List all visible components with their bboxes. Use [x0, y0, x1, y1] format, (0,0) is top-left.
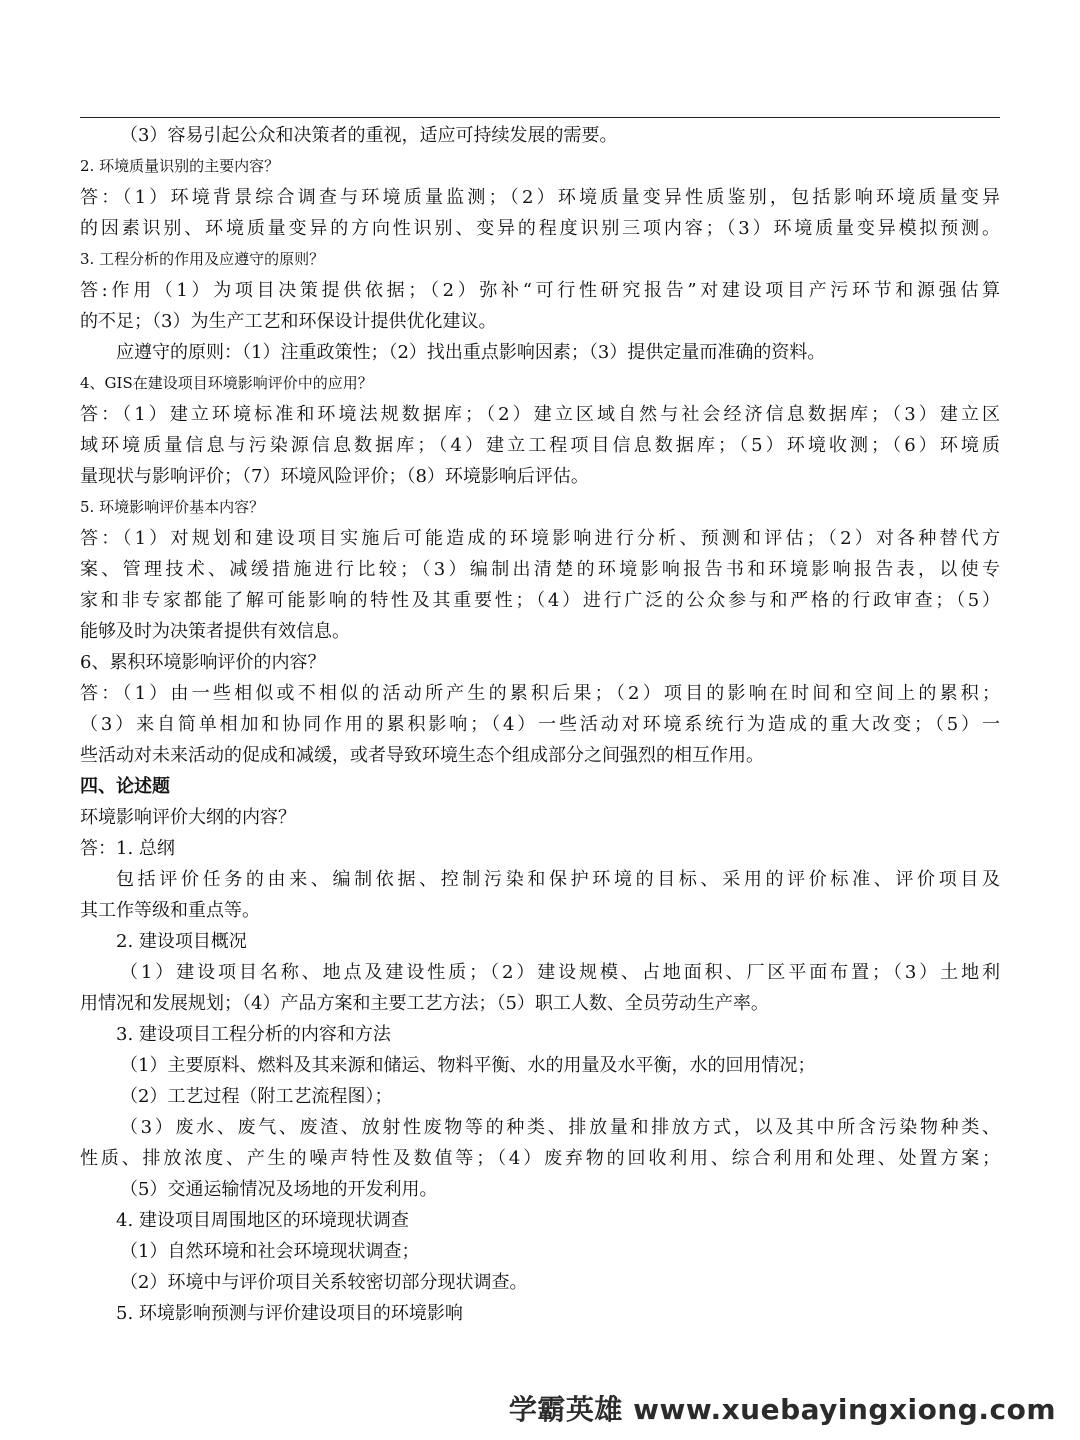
answer-line: （2）环境中与评价项目关系较密切部分现状调查。	[120, 1272, 528, 1293]
answer-line: 的因素识别、环境质量变异的方向性识别、变异的程度识别三项内容；（3）环境质量变异模拟预测。	[80, 218, 1000, 239]
answer-line: 答：（1）环境背景综合调查与环境质量监测；（2）环境质量变异性质鉴别，包括影响环境质量变异	[80, 187, 1000, 208]
question-heading: 4、GIS在建设项目环境影响评价中的应用？	[80, 374, 373, 392]
answer-line: 案、管理技术、减缓措施进行比较；（3）编制出清楚的环境影响报告书和环境影响报告表，以使专	[80, 559, 1000, 580]
answer-line: 的不足；（3）为生产工艺和环保设计提供优化建议。	[80, 311, 497, 332]
answer-line: 答：（1）建立环境标准和环境法规数据库；（2）建立区域自然与社会经济信息数据库；（3）建立区	[80, 404, 1000, 425]
answer-line: 其工作等级和重点等。	[80, 900, 260, 921]
answer-line: （2）工艺过程（附工艺流程图）；	[120, 1086, 393, 1107]
answer-line: 答:作用（1）为项目决策提供依据；（2）弥补“可行性研究报告”对建设项目产污环节和源强估算	[80, 280, 1000, 301]
answer-line: 量现状与影响评价；（7）环境风险评价；（8）环境影响后评估。	[80, 466, 589, 487]
answer-line: 些活动对未来活动的促成和减缓，或者导致环境生态个组成部分之间强烈的相互作用。	[80, 745, 764, 766]
answer-line: 性质、排放浓度、产生的噪声特性及数值等；（4）废弃物的回收利用、综合利用和处理、处置方案；	[80, 1148, 1000, 1169]
answer-line: （1）自然环境和社会环境现状调查；	[120, 1241, 420, 1262]
answer-line: （5）交通运输情况及场地的开发利用。	[120, 1179, 438, 1200]
answer-line: 域环境质量信息与污染源信息数据库；（4）建立工程项目信息数据库；（5）环境收测；（6）环境质	[80, 435, 1000, 456]
subsection-heading: 4. 建设项目周围地区的环境现状调查	[116, 1210, 409, 1231]
answer-line: 应遵守的原则：（1）注重政策性；（2）找出重点影响因素；（3）提供定量而准确的资料。	[116, 342, 826, 363]
question-heading: 环境影响评价大纲的内容？	[80, 807, 296, 828]
subsection-heading: 2. 建设项目概况	[116, 931, 247, 952]
answer-line: （3）容易引起公众和决策者的重视，适应可持续发展的需要。	[120, 125, 618, 146]
question-heading: 2. 环境质量识别的主要内容？	[80, 157, 280, 175]
answer-line: 答：1. 总纲	[80, 838, 175, 859]
subsection-heading: 5. 环境影响预测与评价建设项目的环境影响	[116, 1303, 463, 1324]
header-rule	[80, 117, 1000, 118]
answer-line: 用情况和发展规划；（4）产品方案和主要工艺方法；（5）职工人数、全员劳动生产率。	[80, 993, 769, 1014]
answer-line: 包括评价任务的由来、编制依据、控制污染和保护环境的目标、采用的评价标准、评价项目及	[116, 869, 1000, 890]
site-watermark: 学霸英雄 www.xuebayingxiong.com	[508, 1393, 1056, 1426]
answer-line: （3）来自简单相加和协同作用的累积影响；（4）一些活动对环境系统行为造成的重大改变；（5）一	[80, 714, 1000, 735]
section-heading: 四、论述题	[80, 776, 170, 797]
answer-line: 能够及时为决策者提供有效信息。	[80, 621, 350, 642]
answer-line: （1）主要原料、燃料及其来源和储运、物料平衡、水的用量及水平衡，水的回用情况；	[120, 1055, 816, 1076]
question-heading: 5. 环境影响评价基本内容？	[80, 498, 265, 516]
answer-line: （1）建设项目名称、地点及建设性质；（2）建设规模、占地面积、厂区平面布置；（3）土地利	[120, 962, 1000, 983]
answer-line: 家和非专家都能了解可能影响的特性及其重要性；（4）进行广泛的公众参与和严格的行政审查；（5）	[80, 590, 1000, 611]
document-body	[80, 120, 1000, 1329]
answer-line: 答：（1）由一些相似或不相似的活动所产生的累积后果；（2）项目的影响在时间和空间上的累积；	[80, 683, 1000, 704]
subsection-heading: 3. 建设项目工程分析的内容和方法	[116, 1024, 391, 1045]
answer-line: （3）废水、废气、废渣、放射性废物等的种类、排放量和排放方式，以及其中所含污染物种类、	[120, 1117, 1000, 1138]
question-heading: 3. 工程分析的作用及应遵守的原则？	[80, 250, 325, 268]
answer-line: 答：（1）对规划和建设项目实施后可能造成的环境影响进行分析、预测和评估；（2）对各种替代方	[80, 528, 1000, 549]
question-heading: 6、累积环境影响评价的内容？	[80, 652, 326, 673]
